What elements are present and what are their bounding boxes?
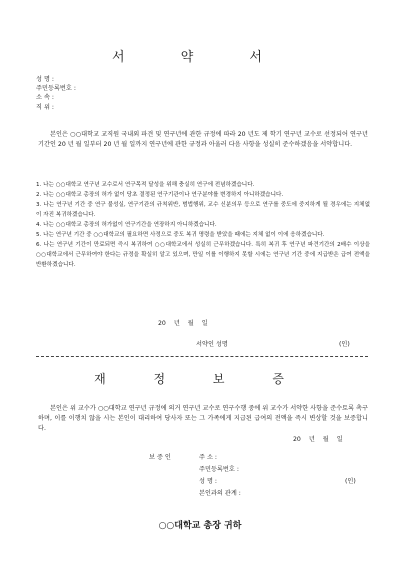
guarantee-field-name: 성 명 : — [199, 478, 217, 485]
guarantee-title: 재 정 보 증 — [94, 372, 306, 386]
section-divider — [36, 356, 368, 357]
pledge-items — [36, 180, 370, 270]
field-department — [36, 93, 76, 102]
guarantee-body: 본인은 위 교수가 ○○대학교 연구년 규정에 의거 연구년 교수로 연구수행 중에 위 교수가 서약한 사항을 준수토록 촉구하며, 이를 이행치 않을 시는 본인이 대리하여 당사자 또는 그 가족에게 지급된 급여의 전액을 즉시 변상할 것을 보증합니다. — [38, 405, 368, 433]
recipient-footer: ○○대학교 총장 귀하 — [158, 521, 242, 531]
field-name-label: 성 명 : — [36, 76, 54, 83]
pledge-item: 4. 나는 ○○대학교 총장의 허가없이 연구기간을 연장하지 아니하겠습니다. — [36, 222, 217, 228]
guarantee-date: 20 년 월 일 — [293, 436, 343, 443]
pledge-date: 20 년 월 일 — [158, 320, 208, 327]
field-department-label: 소 속 : — [36, 94, 54, 102]
guarantor-label: 보 증 인 — [149, 454, 171, 461]
field-resident-number — [36, 84, 76, 93]
pledge-item: 1. 나는 ○○대학교 연구년 교수로서 연구목적 달성을 위해 충실히 연구에 전념하겠습니다. — [36, 182, 255, 188]
guarantee-fields — [199, 452, 241, 500]
pledge-fields — [36, 75, 76, 112]
pledge-seal: (인) — [339, 341, 350, 348]
field-position — [36, 103, 76, 112]
pledge-item: 5. 나는 연구년 기간 중 ○○대학교의 필요하면 사정으로 중도 복귀 명령을 받았을 때에는 지체 없이 이에 응하겠습니다. — [36, 232, 325, 238]
guarantee-field-resident-number: 주민등록번호 : — [199, 466, 239, 473]
pledge-intro: 본인은 ○○대학교 교직원 국내외 파견 및 연구년에 관한 규정에 따라 20 년도 제 학기 연구년 교수로 선정되어 연구년 기간인 20 년 월 일부터 20 년 월 일까지 연구년에 관한 규정과 아울러 다음 사항을 성실히 준수하겠음을 서약합니다. — [38, 131, 368, 149]
pledge-title: 서 약 서 — [112, 50, 288, 65]
field-name — [36, 75, 76, 84]
field-resident-number-label: 주민등록번호 : — [36, 85, 76, 93]
guarantee-seal: (인) — [345, 478, 356, 485]
field-position-label: 직 위 : — [36, 103, 54, 111]
pledge-signer-label: 서약인 성명 — [196, 341, 228, 348]
pledge-item: 3. 나는 연구년 기간 중 연구 불성실, 연구기관의 규칙위반, 범법행위, 교수 신분의무 등으로 연구를 중도에 중지하게 될 경우에는 지체없이 자진 복귀하겠습니다. — [36, 202, 370, 218]
guarantee-field-relationship: 본인과의 관계 : — [199, 490, 241, 497]
pledge-item: 6. 나는 연구년 기간이 만료되면 즉시 복귀하여 ○○대학교에서 성실히 근무하겠습니다. 특히 복귀 후 연구년 파견기간의 2배수 이상을 ○○대학교에서 근무하여야 한다는 규정을 확실히 알고 있으며, 만일 이를 이행하지 못할 시에는 연구년 기간 중에 지급받은 급여 전액을 반환하겠습니다. — [36, 242, 370, 268]
pledge-item: 2. 나는 ○○대학교 총장의 허가 없이 당초 결정된 연구기관이나 연구분야를 변경하지 아니하겠습니다. — [36, 192, 284, 198]
guarantee-field-address: 주 소 : — [199, 454, 217, 461]
